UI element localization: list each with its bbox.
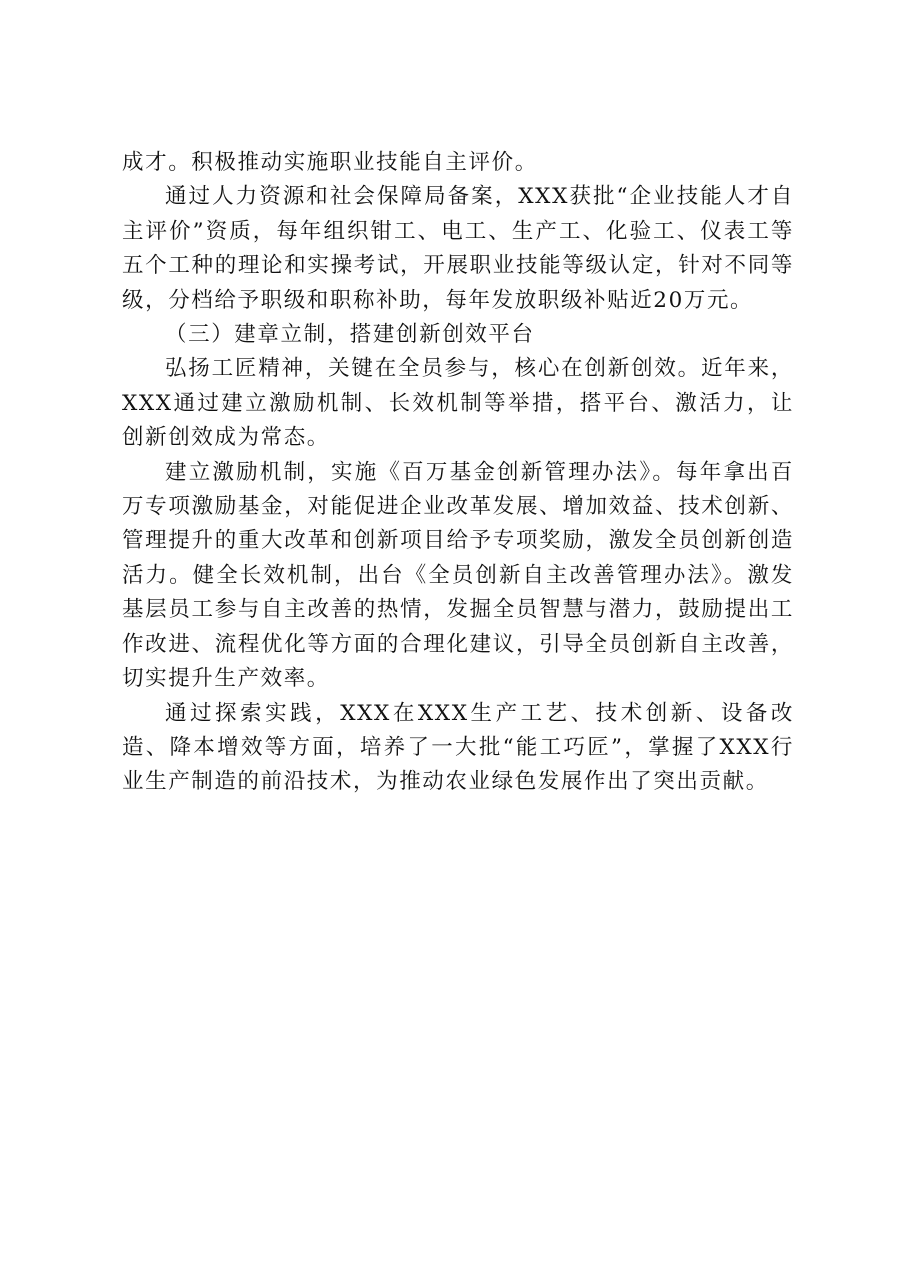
- document-body: [122, 146, 794, 800]
- paragraph-continuation: 成才。积极推动实施职业技能自主评价。: [122, 150, 538, 175]
- paragraph-incentive-mechanism: 建立激励机制，实施《百万基金创新管理办法》。每年拿出百万专项激励基金，对能促进企业改革发展、增加效益、技术创新、管理提升的重大改革和创新项目给予专项奖励，激发全员创新创造活力。健全长效机制，出台《全员创新自主改善管理办法》。激发基层员工参与自主改善的热情，发掘全员智慧与潜力，鼓励提出工作改进、流程优化等方面的合理化建议，引导全员创新自主改善，切实提升生产效率。: [122, 459, 794, 692]
- paragraph-skill-evaluation: 通过人力资源和社会保障局备案，XXX获批“企业技能人才自主评价”资质，每年组织钳工、电工、生产工、化验工、仪表工等五个工种的理论和实操考试，开展职业技能等级认定，针对不同等级，分档给予职级和职称补助，每年发放职级补贴近20万元。: [122, 184, 794, 313]
- paragraph-achievements: 通过探索实践，XXX在XXX生产工艺、技术创新、设备改造、降本增效等方面，培养了一大批“能工巧匠”，掌握了XXX行业生产制造的前沿技术，为推动农业绿色发展作出了突出贡献。: [122, 700, 794, 795]
- section-heading: （三）建章立制，搭建创新创效平台: [165, 322, 535, 348]
- paragraph-craftsman-spirit: 弘扬工匠精神，关键在全员参与，核心在创新创效。近年来，XXX通过建立激励机制、长效机制等举措，搭平台、激活力，让创新创效成为常态。: [122, 356, 794, 451]
